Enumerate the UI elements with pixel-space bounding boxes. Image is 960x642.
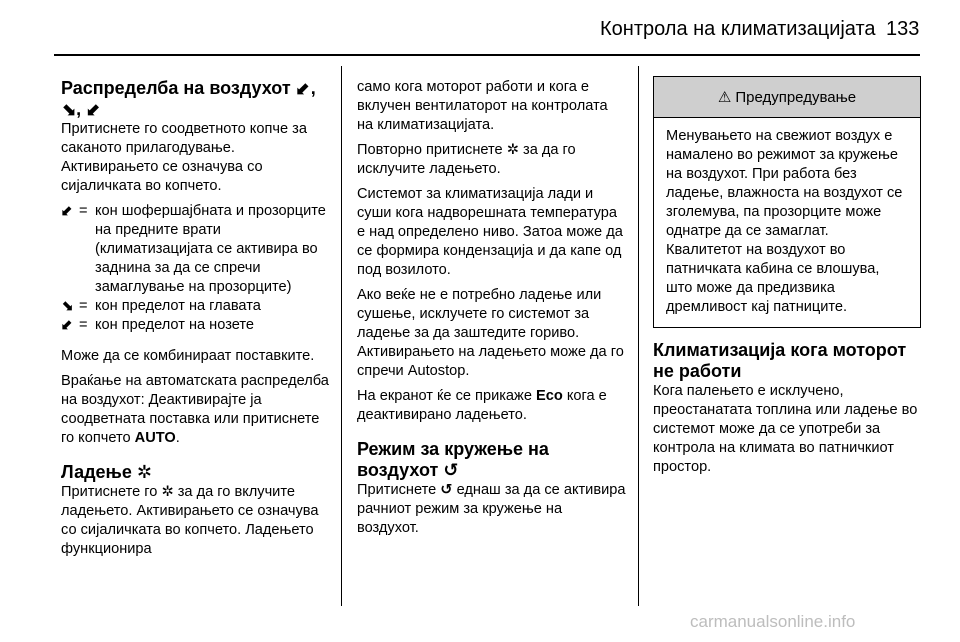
column-divider-1 [341,66,342,606]
definition-list [61,202,331,335]
warning-triangle-icon: ⚠ [717,89,732,106]
snowflake-icon: ✲ [506,142,519,158]
equals-sign: = [79,317,88,333]
auto-button-label: AUTO [134,430,176,446]
paragraph: Кога палењето е исклучено, преостанатата топлина или ладење во системот може да се употреби за контрола на климата во патничкиот простор. [653,383,918,475]
definition-text: кон пределот на нозете [95,317,254,333]
definition-text: кон шофершајбната и прозорците на предните врати (климатизацијата се активира во заднина за да се спречи замаглување на прозорците) [95,203,326,295]
footwell-airflow-icon: ⬋ [61,317,74,333]
recirculation-icon: ↺ [443,460,459,480]
recirculation-icon: ↺ [440,482,453,498]
heading-cooling: Ладење ✲ [61,462,152,482]
equals-sign: = [79,203,88,219]
page-number: 133 [886,18,920,40]
paragraph: Повторно притиснете ✲ за да го исклучите ладењето. [357,142,576,177]
windscreen-airflow-icon: ⬋ [61,203,74,219]
paragraph: Притиснете ↺ еднаш за да се активира рачниот режим за кружење на воздухот. [357,482,626,536]
column-2 [357,78,627,544]
column-divider-2 [638,66,639,606]
header-rule [54,54,920,56]
paragraph: Може да се комбинираат поставките. [61,348,315,364]
equals-sign: = [79,298,88,314]
definition-row [61,202,331,297]
heading-recirculation: Режим за кружење на воздухот ↺ [357,439,549,480]
heading-air-distribution: Распределба на воздухот ⬋, ⬊, ⬋ [61,78,316,119]
warning-title: Предупредување [735,88,857,106]
eco-label: Eco [536,388,563,404]
page-header-title: Контрола на климатизацијата [600,18,876,40]
paragraph: само кога моторот работи и кога е вклучен вентилаторот на контролата на климатизацијата. [357,79,608,133]
paragraph: Ако веќе не е потребно ладење или сушење, исклучете го системот за ладење за да заштедите гориво. Активирањето на ладењето може да го спречи Autostop. [357,287,624,379]
warning-header [654,77,920,118]
paragraph: На екранот ќе се прикаже Eco кога е деактивирано ладењето. [357,388,607,423]
column-1 [61,78,331,565]
paragraph: Враќање на автоматската распределба на воздухот: Деактивирајте ја соодветната поставка или притиснете го копчето AUTO. [61,373,329,446]
snowflake-icon: ✲ [136,462,152,482]
paragraph: Притиснете го соодветното копче за саканото прилагодување. Активирањето се означува со сијаличката во копчето. [61,121,307,194]
air-distribution-icons: ⬋, ⬊, ⬋ [61,78,316,119]
heading-climate-engine-off: Климатизација кога моторот не работи [653,340,907,381]
definition-row [61,316,331,335]
column-3 [653,340,919,483]
warning-body: Менувањето на свежиот воздух е намалено во режимот за кружење на воздухот. При работа без ладење, влажноста на воздухот се зголемува, па прозорците може однатре да се замаглат. Квалитетот на воздухот во патничката кабина се влошува, што може да предизвика дремливост кај патниците. [666,128,903,315]
warning-box [653,76,921,328]
head-airflow-icon: ⬊ [61,298,74,314]
paragraph: Притиснете го ✲ за да го вклучите ладењето. Активирањето се означува со сијаличката во копчето. Ладењето функционира [61,484,319,557]
definition-text: кон пределот на главата [95,298,261,314]
definition-row [61,297,331,316]
watermark: carmanualsonline.info [690,612,856,631]
paragraph: Системот за климатизација лади и суши кога надворешната температура е над определено ниво. Затоа може да се формира кондензација и да капе од под возилото. [357,186,623,278]
snowflake-icon: ✲ [161,484,174,500]
